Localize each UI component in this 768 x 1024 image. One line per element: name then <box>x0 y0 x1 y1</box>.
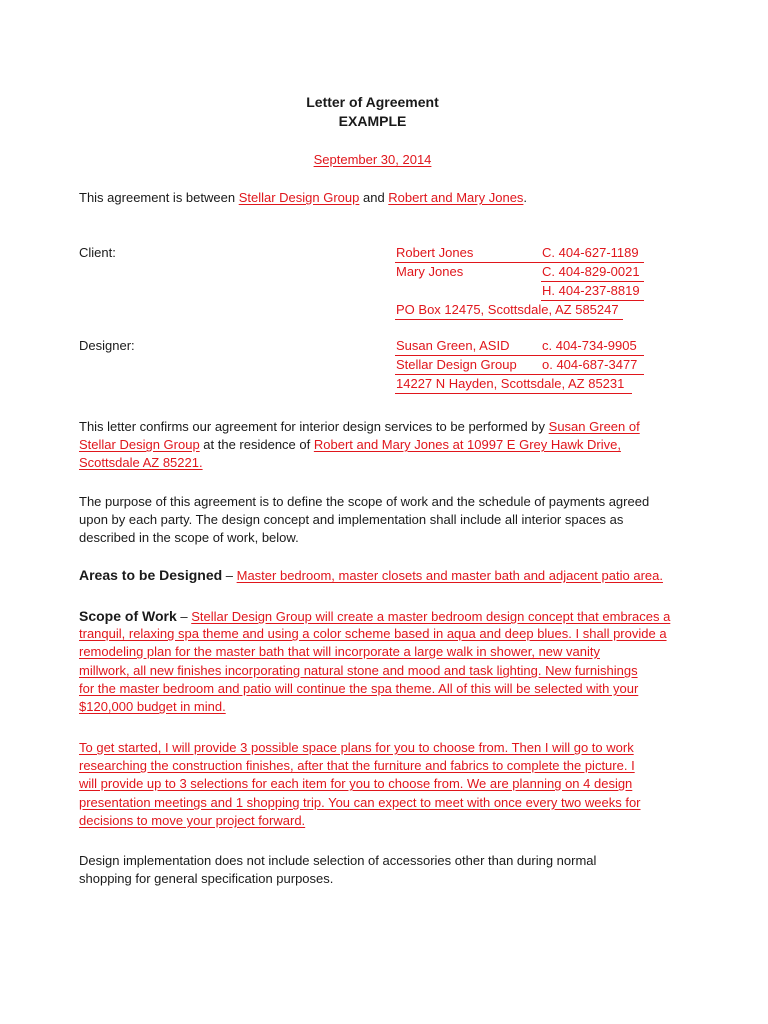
designer-label: Designer: <box>79 338 135 353</box>
start-line-3: will provide up to 3 selections for each item for you to choose from. We are planning on 4 design <box>79 776 633 791</box>
client-label: Client: <box>79 245 116 260</box>
confirm-firm-name: Stellar Design Group <box>79 437 200 452</box>
scope-line-5: for the master bedroom and patio will continue the spa theme. All of this will be selected with your <box>79 681 639 696</box>
confirm-residence-text: at the residence of <box>199 437 314 452</box>
purpose-line-1: The purpose of this agreement is to define the scope of work and the schedule of payments agreed <box>79 494 650 509</box>
implementation-line-2: shopping for general specification purposes. <box>79 871 334 886</box>
confirm-line-3: Scottsdale AZ 85221. <box>79 455 203 470</box>
document-subtitle: EXAMPLE <box>338 113 407 129</box>
designer-name-1: Susan Green, ASID <box>396 338 510 353</box>
designer-address: 14227 N Hayden, Scottsdale, AZ 85231 <box>396 376 625 391</box>
confirm-designer-name: Susan Green of <box>548 419 640 434</box>
scope-line-3: remodeling plan for the master bath that will incorporate a large walk in shower, new vanity <box>79 644 600 659</box>
purpose-line-3: described in the scope of work, below. <box>79 530 299 545</box>
confirm-line-2 <box>79 436 621 454</box>
designer-phone-1: c. 404-734-9905 <box>542 338 637 353</box>
client-name-1: Robert Jones <box>396 245 474 260</box>
confirm-line-1 <box>79 418 640 436</box>
designer-name-2: Stellar Design Group <box>396 357 517 372</box>
client-name-2: Mary Jones <box>396 264 464 279</box>
implementation-line-1: Design implementation does not include selection of accessories other than during normal <box>79 853 597 868</box>
intro-middle: and <box>359 190 389 205</box>
client-phone-2: C. 404-829-0021 <box>542 264 640 279</box>
areas-text: Master bedroom, master closets and master bath and adjacent patio area. <box>236 568 663 583</box>
scope-heading: Scope of Work <box>79 608 177 624</box>
scope-line-4: millwork, all new finishes incorporating natural stone and mood and task lighting. New furnishings <box>79 663 638 678</box>
scope-line-6: $120,000 budget in mind. <box>79 699 226 714</box>
client-phone-3: H. 404-237-8819 <box>542 283 640 298</box>
intro-line <box>79 189 527 207</box>
client-address: PO Box 12475, Scottsdale, AZ 585247 <box>396 302 619 317</box>
client-phone-1: C. 404-627-1189 <box>542 245 639 260</box>
start-line-2: researching the construction finishes, after that the furniture and fabrics to complete the picture. I <box>79 758 635 773</box>
areas-line <box>79 566 663 585</box>
scope-line-2: tranquil, relaxing spa theme and using a color scheme based in aqua and deep blues. I shall provide a <box>79 626 667 641</box>
scope-dash: – <box>176 609 192 624</box>
areas-heading: Areas to be Designed <box>79 567 223 583</box>
client-address-rule <box>395 319 623 320</box>
areas-dash: – <box>222 568 237 583</box>
start-line-5: decisions to move your project forward. <box>79 813 306 828</box>
designer-address-rule <box>395 393 632 394</box>
intro-prefix: This agreement is between <box>79 190 239 205</box>
purpose-line-2: upon by each party. The design concept and implementation shall include all interior spaces as <box>79 512 624 527</box>
document-title: Letter of Agreement <box>306 94 439 110</box>
intro-suffix: . <box>523 190 528 205</box>
start-line-1: To get started, I will provide 3 possible space plans for you to choose from. Then I will go to work <box>79 740 634 755</box>
confirm-residence-address: Robert and Mary Jones at 10997 E Grey Hawk Drive, <box>313 437 621 452</box>
designer-phone-2: o. 404-687-3477 <box>542 357 638 372</box>
scope-line-1 <box>79 607 670 626</box>
confirm-text: This letter confirms our agreement for interior design services to be performed by <box>79 419 549 434</box>
letter-date: September 30, 2014 <box>313 152 432 167</box>
intro-party-designer: Stellar Design Group <box>238 190 360 205</box>
start-line-4: presentation meetings and 1 shopping trip. You can expect to meet with once every two weeks for <box>79 795 641 810</box>
intro-party-client: Robert and Mary Jones <box>388 190 524 205</box>
scope-text-1: Stellar Design Group will create a master bedroom design concept that embraces a <box>191 609 671 624</box>
